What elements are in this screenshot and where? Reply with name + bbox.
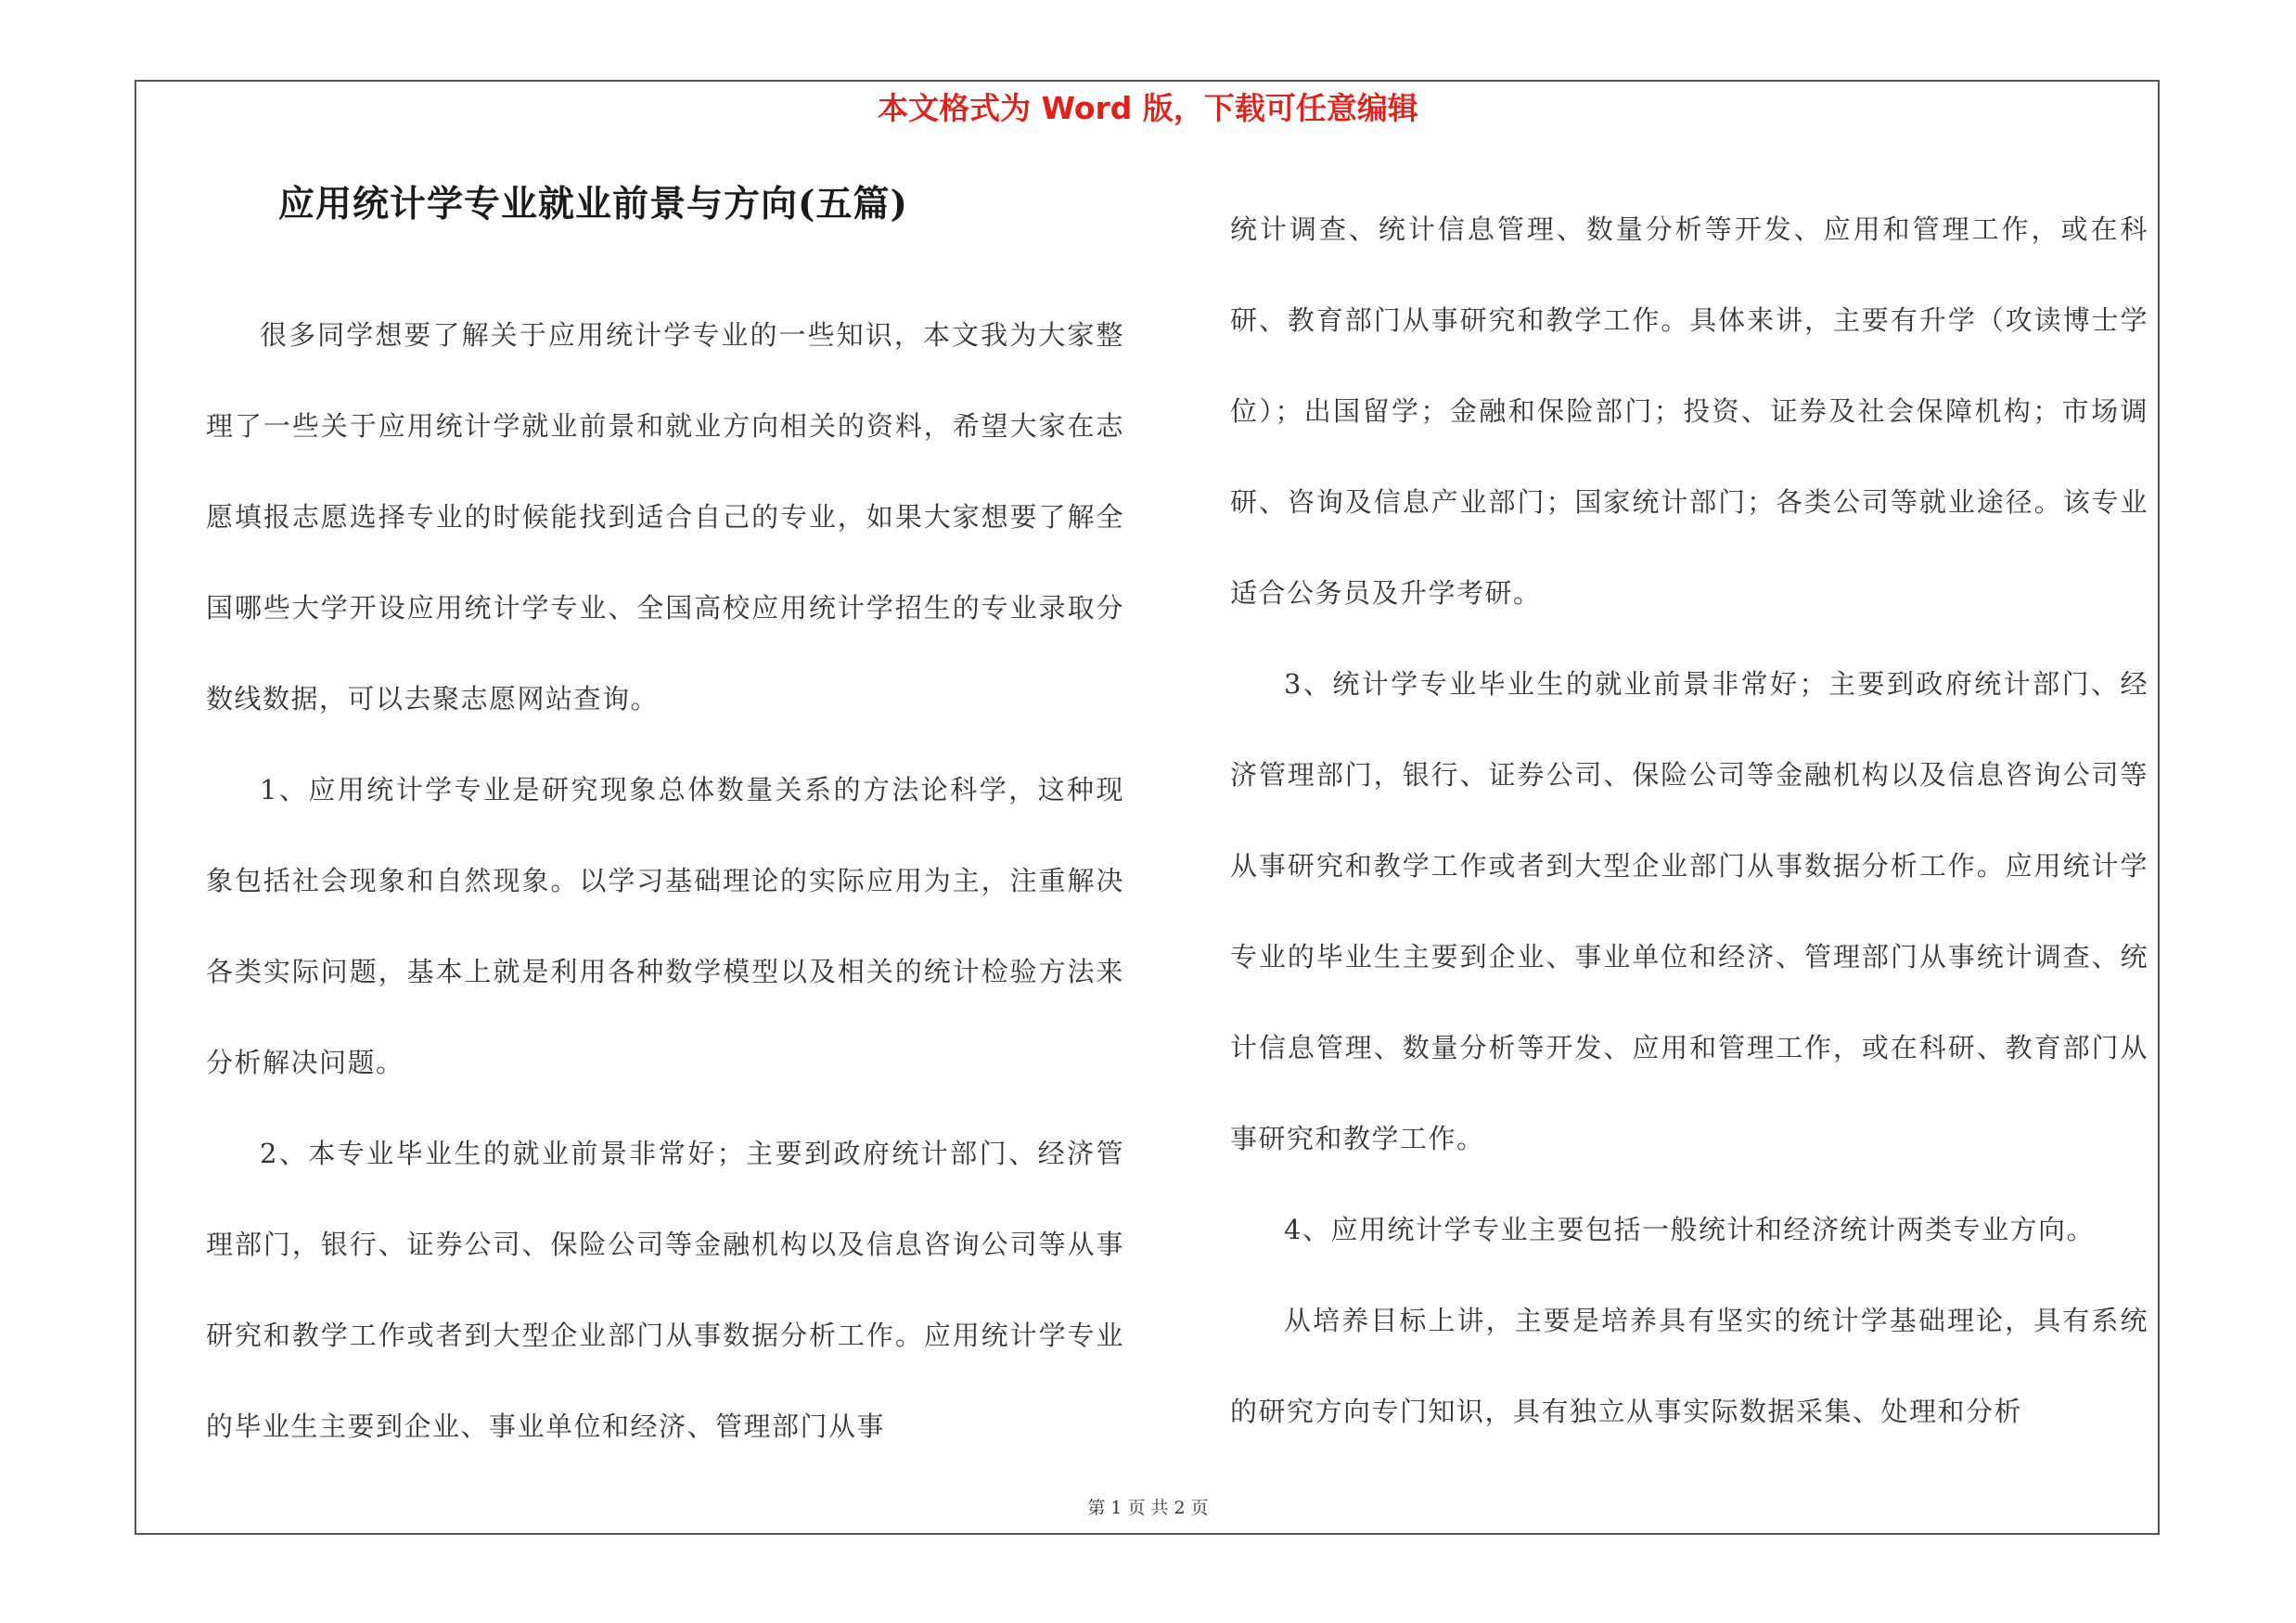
paragraph-5: 从培养目标上讲，主要是培养具有坚实的统计学基础理论，具有系统的研究方向专门知识，具有独立从事实际数据采集、处理和分析 bbox=[1230, 1305, 2148, 1427]
left-column bbox=[206, 176, 1124, 1472]
paragraph-2: 2、本专业毕业生的就业前景非常好；主要到政府统计部门、经济管理部门，银行、证券公司、保险公司等金融机构以及信息咨询公司等从事研究和教学工作或者到大型企业部门从事数据分析工作。应用统计学专业的毕业生主要到企业、事业单位和经济、管理部门从事 bbox=[206, 1138, 1124, 1442]
paragraph-3: 3、统计学专业毕业生的就业前景非常好；主要到政府统计部门、经济管理部门，银行、证券公司、保险公司等金融机构以及信息咨询公司等从事研究和教学工作或者到大型企业部门从事数据分析工作。应用统计学专业的毕业生主要到企业、事业单位和经济、管理部门从事统计调查、统计信息管理、数量分析等开发、应用和管理工作，或在科研、教育部门从事研究和教学工作。 bbox=[1230, 668, 2148, 1154]
paragraph-1: 1、应用统计学专业是研究现象总体数量关系的方法论科学，这种现象包括社会现象和自然现象。以学习基础理论的实际应用为主，注重解决各类实际问题，基本上就是利用各种数学模型以及相关的统计检验方法来分析解决问题。 bbox=[206, 774, 1124, 1078]
page-footer: 第 1 页 共 2 页 bbox=[1087, 1498, 1209, 1518]
format-banner: 本文格式为 Word 版，下载可任意编辑 bbox=[878, 90, 1418, 126]
intro-paragraph: 很多同学想要了解关于应用统计学专业的一些知识，本文我为大家整理了一些关于应用统计学就业前景和就业方向相关的资料，希望大家在志愿填报志愿选择专业的时候能找到适合自己的专业，如果大家想要了解全国哪些大学开设应用统计学专业、全国高校应用统计学招生的专业录取分数线数据，可以去聚志愿网站查询。 bbox=[206, 319, 1124, 715]
paragraph-4: 4、应用统计学专业主要包括一般统计和经济统计两类专业方向。 bbox=[1284, 1214, 2095, 1245]
document-title: 应用统计学专业就业前景与方向(五篇) bbox=[278, 183, 908, 225]
right-column bbox=[1230, 184, 2148, 1457]
paragraph-2-continued: 统计调查、统计信息管理、数量分析等开发、应用和管理工作，或在科研、教育部门从事研究和教学工作。具体来讲，主要有升学（攻读博士学位）；出国留学；金融和保险部门；投资、证券及社会保障机构；市场调研、咨询及信息产业部门；国家统计部门；各类公司等就业途径。该专业适合公务员及升学考研。 bbox=[1230, 213, 2148, 609]
